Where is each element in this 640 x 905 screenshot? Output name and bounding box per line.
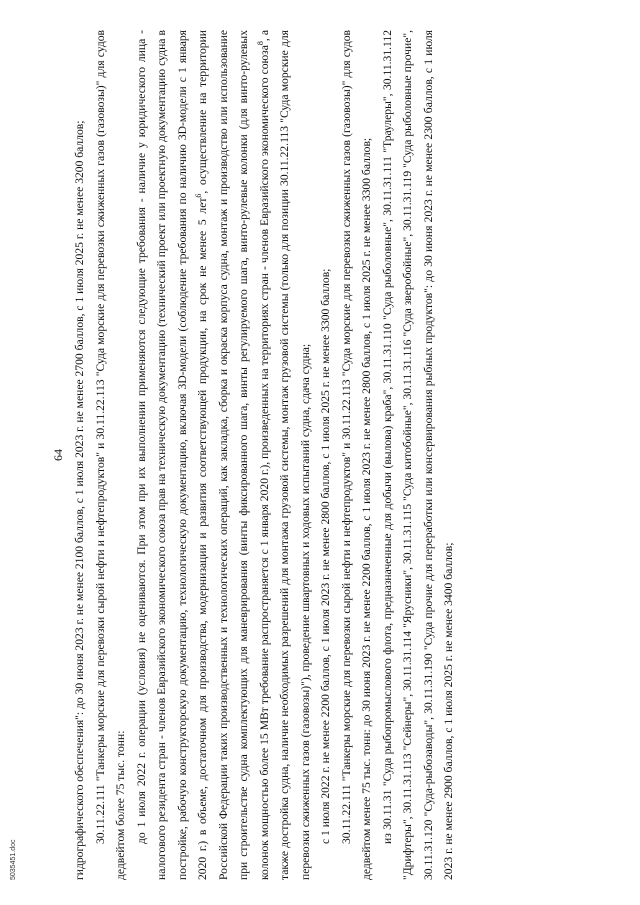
paragraph-2 [91,30,132,880]
paragraph-4 [316,30,337,880]
paragraph-6-text: из 30.11.31 "Суда рыбопромыслового флота, предназначенные для добычи (вылова) краба", 30.11.31.110 "Суда рыболовные", 30.11.31.111 "Траулеры", 30.11.31.112 "Дрифтеры", 30.11.31.113 "Сейнеры", 30.11.31.114 "Ярусники", 30.11.31.115 "Суда китобойные", 30.11.31.116 "Суда зверобойные", 30.11.31.119 "Суда рыболовные прочие", 30.11.31.120 "Суда-рыбозаводы", 30.11.31.190 "Суда прочие для переработки или консервирования рыбных продуктов": до 30 июня 2023 г. не менее 2300 баллов, с 1 июля 2023 г. не менее 2900 баллов, с 1 июля 2025 г. не менее 3400 баллов; [380,30,455,880]
footnote-ref-8[interactable]: 8 [255,41,265,46]
footnote-ref-6[interactable]: 6 [194,193,204,198]
paragraph-3-text: до 1 июля 2022 г. операции (условия) не оцениваются. При этом при их выполнении применяются следующие требования - наличие у юридического лица - налогового резидента стран - членов Евразийского экономического союза прав на техническую документацию (технический проект или проектную документацию судна в постройке, рабочую конструкторскую документацию, технологическую документацию, включая 3D-модели (соблюдение требования по наличию 3D-модели с 1 января 2020 г.) в объеме, достаточном для производства, модернизации и развития соответствующей продукции, на срок не менее 5 лет [134,30,209,880]
document-file-id: 5035451.doc [10,839,17,880]
paragraph-1-text: гидрографического обеспечения": до 30 июня 2023 г. не менее 2100 баллов, с 1 июля 2023 г. не менее 2700 баллов, с 1 июля 2025 г. не менее 3200 баллов; [73,120,86,880]
page-number: 64 [51,449,65,461]
paragraph-4-text: с 1 июля 2022 г. не менее 2200 баллов, с 1 июля 2023 г. не менее 2800 баллов, с 1 июля 2025 г. не менее 3300 баллов; [319,268,332,844]
rotated-text-block [50,30,590,880]
paragraph-3 [132,30,317,880]
paragraph-5 [337,30,378,880]
paragraph-3-text-cont: , осуществление на территории Российской Федерации таких производственных и технологических операций, как закладка, сборка и окраска корпуса судна, монтаж и производство или использование при строительстве судна комплектующих для маневрирования (винты фиксированного шага, винты регулируемого шага, винто-рулевые колонки (для винто-рулевых колонок мощностью более 15 МВт требование распространяется с 1 января 2020 г.), произведенных на территориях стран - членов Евразийского экономического союза [196,30,271,880]
paragraph-1 [70,30,91,880]
paragraph-5-text: 30.11.22.111 "Танкеры морские для перевозки сырой нефти и нефтепродуктов" и 30.11.22.113 "Суда морские для перевозки сжиженных газов (газовозы)" для судов дедвейтом менее 75 тыс. тонн: до 30 июня 2023 г. не менее 2200 баллов, с 1 июля 2023 г. не менее 2800 баллов, с 1 июля 2025 г. не менее 3300 баллов; [339,30,373,880]
paragraph-3-text-end: , а также достройка судна, наличие необходимых разрешений для монтажа грузовой системы, монтаж грузовой системы (только для позиции 30.11.22.113 "Суда морские для перевозки сжиженных газов (газовозы)"), проведение швартовных и ходовых испытаний судна, сдача судна; [257,30,312,880]
paragraph-2-text: 30.11.22.111 "Танкеры морские для перевозки сырой нефти и нефтепродуктов" и 30.11.22.113 "Суда морские для перевозки сжиженных газов (газовозы)" для судов дедвейтом более 75 тыс. тонн: [93,30,127,880]
paragraph-6 [378,30,460,880]
